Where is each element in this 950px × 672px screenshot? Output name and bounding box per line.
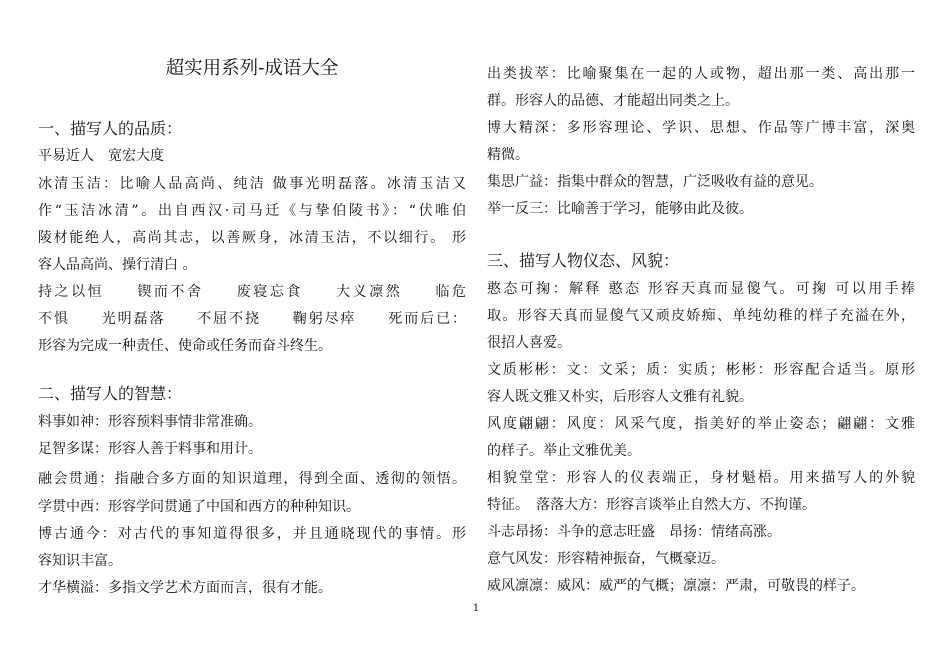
text-line: 特征。 落落大方：形容言谈举止自然大方、不拘谨。 [487, 497, 816, 513]
text-line: 持之以恒 锲而不舍 废寝忘食 大义凛然 临危 [38, 284, 466, 300]
text-line: 威风凛凛：威风：威严的气概；凛凛：严肃，可敬畏的样子。 [487, 578, 865, 594]
text-line: 意气风发：形容精神振奋，气概豪迈。 [487, 551, 725, 567]
text-line: 斗志昂扬：斗争的意志旺盛 昂扬：情绪高涨。 [487, 524, 781, 540]
text-line: 博古通今：对古代的事知道得很多，并且通晓现代的事情。形 [38, 526, 466, 542]
text-line: 融会贯通：指融合多方面的知识道理，得到全面、透彻的领悟。 [38, 471, 466, 487]
section-heading-wisdom: 二、描写人的智慧： [38, 384, 183, 403]
text-line: 平易近人 宽宏大度 [38, 148, 164, 164]
text-line: 冰清玉洁：比喻人品高尚、纯洁 做事光明磊落。冰清玉洁又 [38, 176, 466, 192]
text-line: 才华横溢：多指文学艺术方面而言，很有才能。 [38, 580, 332, 596]
text-line: 举一反三：比喻善于学习，能够由此及彼。 [487, 201, 753, 217]
text-line: 容知识丰富。 [38, 553, 122, 569]
text-line: 足智多谋：形容人善于料事和用计。 [38, 441, 262, 457]
text-line: 风度翩翩：风度：风采气度，指美好的举止姿态；翩翩：文雅 [487, 416, 915, 432]
text-line: 集思广益：指集中群众的智慧，广泛吸收有益的意见。 [487, 174, 823, 190]
text-line: 不惧 光明磊落 不屈不挠 鞠躬尽瘁 死而后已： [38, 311, 466, 327]
text-line: 作“玉洁冰清”。出自西汉·司马迁《与挚伯陵书》：“伏唯伯 [38, 203, 466, 219]
text-line: 博大精深：多形容理论、学识、思想、作品等广博丰富，深奥 [487, 120, 915, 136]
text-line: 学贯中西：形容学问贯通了中国和西方的种种知识。 [38, 499, 360, 515]
section-heading-character: 一、描写人的品质： [38, 119, 183, 138]
text-line: 容人既文雅又朴实，后形容人文雅有礼貌。 [487, 389, 753, 405]
text-line: 相貌堂堂：形容人的仪表端正，身材魁梧。用来描写人的外貌 [487, 470, 915, 486]
section-heading-demeanor: 三、描写人物仪态、风貌： [487, 251, 680, 270]
text-line: 的样子。举止文雅优美。 [487, 443, 641, 459]
text-line: 陵材能绝人，高尚其志，以善厥身，冰清玉洁，不以细行。 形 [38, 230, 466, 246]
text-line: 精微。 [487, 147, 529, 163]
text-line: 憨态可掬：解释 憨态 形容天真而显傻气。可掬 可以用手捧 [487, 281, 915, 297]
text-line: 很招人喜爱。 [487, 335, 571, 351]
text-line: 出类拔萃：比喻聚集在一起的人或物，超出那一类、高出那一 [487, 66, 915, 82]
text-line: 取。形容天真而显傻气又顽皮娇痴、单纯幼稚的样子充溢在外， [487, 308, 915, 324]
text-line: 容人品高尚、操行清白 。 [38, 257, 197, 273]
text-line: 料事如神：形容预料事情非常准确。 [38, 414, 262, 430]
text-line: 文质彬彬：文：文采；质：实质；彬彬：形容配合适当。原形 [487, 362, 915, 378]
page-number: 1 [472, 603, 480, 614]
text-line: 形容为完成一种责任、使命或任务而奋斗终生。 [38, 338, 332, 354]
text-line: 群。形容人的品德、才能超出同类之上。 [487, 93, 739, 109]
document-title: 超实用系列-成语大全 [165, 58, 339, 79]
